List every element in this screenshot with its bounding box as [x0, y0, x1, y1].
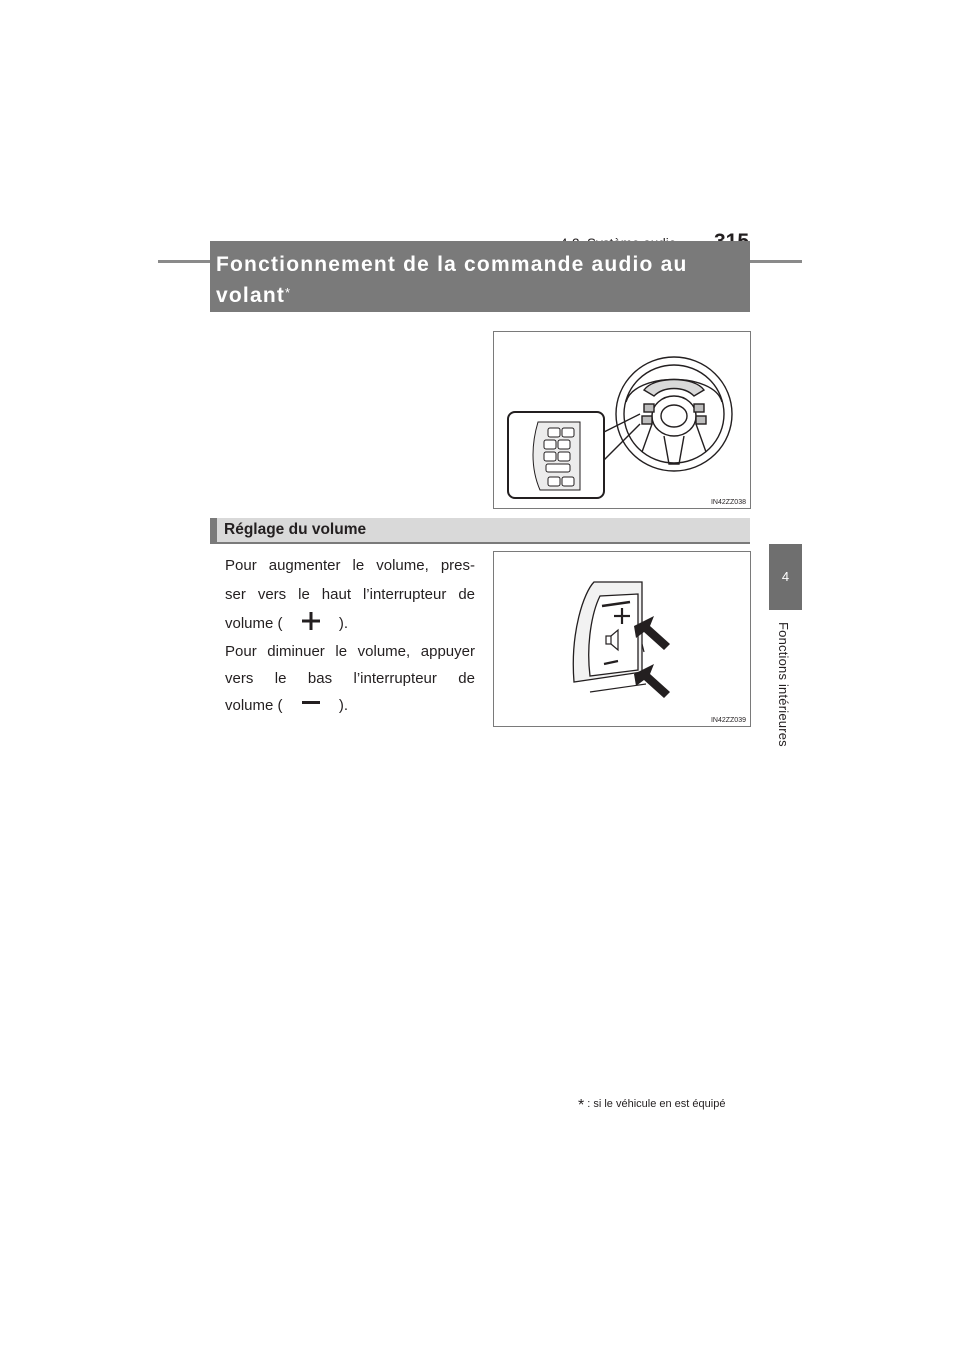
section-title-text: Fonctionnement de la commande audio au volant [216, 253, 688, 307]
figure-code: IN42ZZ038 [710, 499, 746, 506]
minus-icon [301, 696, 321, 712]
body-line-4: Pour diminuer le volume, appuyer [225, 643, 475, 660]
body-line-1: Pour augmenter le volume, pres- [225, 557, 475, 574]
volume-switch-illustration [494, 552, 750, 726]
body-line-6-pre: volume ( [225, 697, 283, 714]
body-line-6-post: ). [338, 697, 349, 714]
asterisk-icon: * [578, 1097, 585, 1114]
section-title [216, 249, 746, 311]
footnote [578, 1097, 725, 1115]
body-line-6 [225, 691, 475, 720]
subsection-bar [210, 518, 217, 544]
footnote-text: : si le véhicule en est équipé [587, 1098, 726, 1110]
body-line-3 [225, 609, 475, 638]
chapter-number: 4 [781, 569, 790, 584]
subsection-title: Réglage du volume [224, 521, 367, 538]
body-line-3-pre: volume ( [225, 615, 283, 632]
volume-switch-figure [493, 551, 751, 727]
plus-icon [301, 614, 321, 630]
steering-wheel-illustration [494, 332, 750, 508]
body-line-2: ser vers le haut l’interrupteur de [225, 586, 475, 603]
body-line-3-post: ). [338, 615, 349, 632]
steering-wheel-figure [493, 331, 751, 509]
chapter-label: Fonctions intérieures [776, 622, 791, 747]
figure-code: IN42ZZ039 [710, 717, 746, 724]
title-asterisk: * [285, 285, 292, 300]
body-line-5: vers le bas l’interrupteur de [225, 670, 475, 687]
